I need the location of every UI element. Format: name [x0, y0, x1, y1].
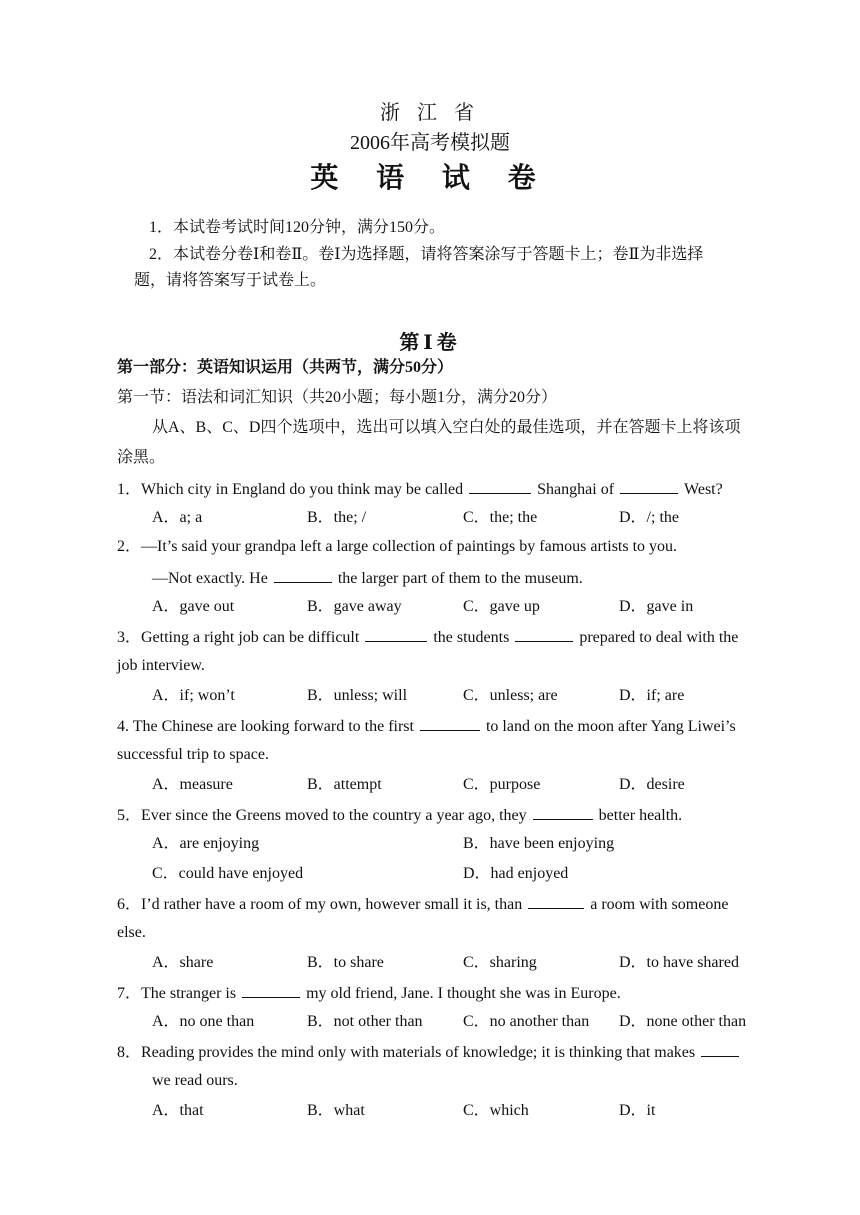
question-8: [117, 1041, 745, 1063]
question-3-cont: job interview.: [117, 657, 205, 674]
volume-title: 第Ⅰ卷: [399, 332, 461, 354]
q5-text-a: 5．Ever since the Greens moved to the country a year ago, they: [117, 807, 527, 824]
question-6-cont: else.: [117, 924, 146, 941]
q8-option-b: B．what: [307, 1102, 365, 1119]
q3-text-b: the students: [433, 629, 510, 646]
question-1: [117, 478, 723, 500]
q6-text-b: a room with someone: [590, 896, 729, 913]
q5-option-c: C．could have enjoyed: [152, 865, 304, 882]
q1-option-d: D．/; the: [619, 509, 679, 526]
province-heading: 浙 江 省: [380, 102, 480, 124]
q5-option-d: D．had enjoyed: [463, 865, 569, 882]
question-4: [117, 715, 736, 737]
q7-text-b: my old friend, Jane. I thought she was in Europe.: [306, 985, 621, 1002]
question-2: 2．—It’s said your grandpa left a large collection of paintings by famous artists to you.: [117, 538, 678, 555]
q7-option-c: C．no another than: [463, 1013, 590, 1030]
q4-option-a: A．measure: [152, 776, 233, 793]
q7-option-d: D．none other than: [619, 1013, 747, 1030]
q8-option-d: D．it: [619, 1102, 656, 1119]
q8-option-a: A．that: [152, 1102, 204, 1119]
q7-option-b: B．not other than: [307, 1013, 423, 1030]
q2-option-a: A．gave out: [152, 598, 235, 615]
q3-blank-1: [365, 626, 427, 642]
exam-title: 英 语 试 卷: [310, 161, 550, 194]
q4-text-b: to land on the moon after Yang Liwei’s: [485, 718, 736, 735]
q4-text-a: 4. The Chinese are looking forward to the first: [117, 718, 414, 735]
q2-option-d: D．gave in: [619, 598, 694, 615]
q6-option-a: A．share: [152, 954, 214, 971]
q2-blank: [274, 567, 332, 583]
directions-line-1: 从A、B、C、D四个选项中，选出可以填入空白处的最佳选项，并在答题卡上将该项: [152, 419, 741, 436]
q6-option-c: C．sharing: [463, 954, 537, 971]
question-5: [117, 804, 682, 826]
q3-text-a: 3．Getting a right job can be difficult: [117, 629, 360, 646]
q5-blank: [533, 804, 593, 820]
q3-option-c: C．unless; are: [463, 687, 558, 704]
q6-option-d: D．to have shared: [619, 954, 739, 971]
q3-option-a: A．if; won’t: [152, 687, 235, 704]
q7-option-a: A．no one than: [152, 1013, 255, 1030]
q3-option-d: D．if; are: [619, 687, 685, 704]
q7-text-a: 7．The stranger is: [117, 985, 237, 1002]
q4-option-b: B．attempt: [307, 776, 382, 793]
q2-option-b: B．gave away: [307, 598, 402, 615]
q4-option-c: C．purpose: [463, 776, 541, 793]
q5-text-b: better health.: [598, 807, 683, 824]
q5-option-a: A．are enjoying: [152, 835, 260, 852]
q3-option-b: B．unless; will: [307, 687, 408, 704]
q2-text-a: —Not exactly. He: [152, 570, 268, 587]
q5-option-b: B．have been enjoying: [463, 835, 615, 852]
q1-text-b: Shanghai of: [537, 481, 615, 498]
directions-line-2: 涂黑。: [117, 449, 166, 466]
q2-text-b: the larger part of them to the museum.: [337, 570, 583, 587]
question-8-cont: we read ours.: [152, 1072, 238, 1089]
instruction-1: 1．本试卷考试时间120分钟，满分150分。: [149, 219, 446, 236]
q4-blank: [420, 715, 480, 731]
q3-blank-2: [515, 626, 573, 642]
part1-heading: 第一部分：英语知识运用（共两节，满分50分）: [117, 359, 454, 376]
q3-text-c: prepared to deal with the: [579, 629, 739, 646]
exam-subtitle: 2006年高考模拟题: [350, 132, 510, 154]
q6-option-b: B．to share: [307, 954, 384, 971]
q1-option-a: A．a; a: [152, 509, 203, 526]
q1-option-b: B．the; /: [307, 509, 367, 526]
question-7: [117, 982, 621, 1004]
q8-option-c: C．which: [463, 1102, 529, 1119]
question-2-reply: [152, 567, 583, 589]
question-4-cont: successful trip to space.: [117, 746, 269, 763]
q1-option-c: C．the; the: [463, 509, 538, 526]
q1-text-c: West?: [684, 481, 723, 498]
instruction-2-cont: 题，请将答案写于试卷上。: [134, 272, 327, 289]
question-6: [117, 893, 728, 915]
q4-option-d: D．desire: [619, 776, 685, 793]
q1-blank-2: [620, 478, 678, 494]
q2-option-c: C．gave up: [463, 598, 540, 615]
q6-blank: [528, 893, 584, 909]
q8-blank: [701, 1041, 739, 1057]
section1-heading: 第一节：语法和词汇知识（共20小题；每小题1分，满分20分）: [117, 389, 558, 406]
q7-blank: [242, 982, 300, 998]
q6-text-a: 6．I’d rather have a room of my own, however small it is, than: [117, 896, 523, 913]
q1-blank-1: [469, 478, 531, 494]
q8-text-a: 8．Reading provides the mind only with materials of knowledge; it is thinking that makes: [117, 1044, 696, 1061]
q1-text-a: 1．Which city in England do you think may be called: [117, 481, 464, 498]
instruction-2: 2．本试卷分卷Ⅰ和卷Ⅱ。卷Ⅰ为选择题，请将答案涂写于答题卡上；卷Ⅱ为非选择: [149, 246, 704, 263]
question-3: [117, 626, 738, 648]
